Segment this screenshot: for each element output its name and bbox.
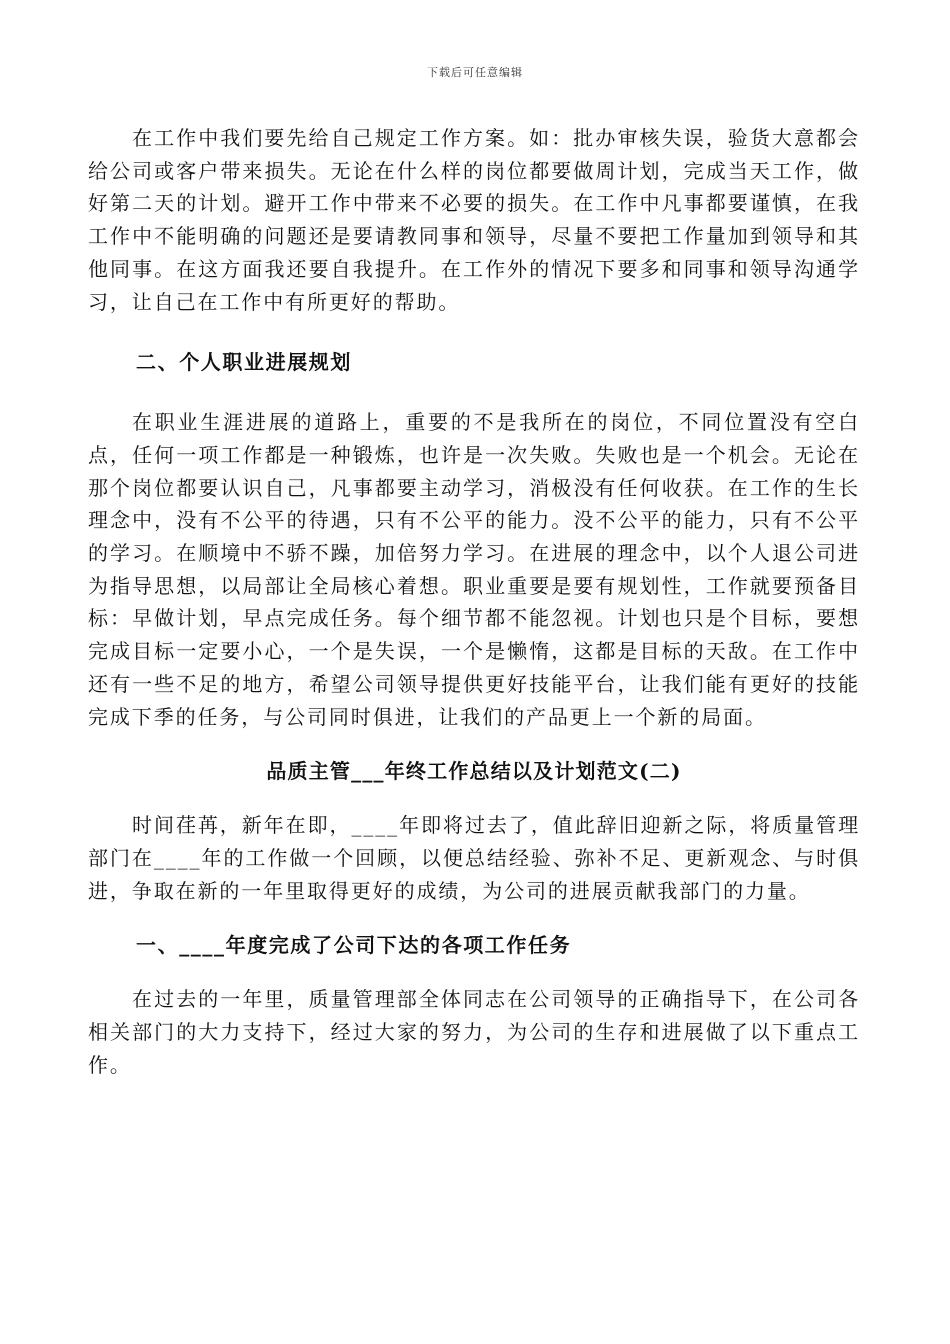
document-title: 品质主管___年终工作总结以及计划范文(二) [266,759,682,784]
paragraph-career-development: 在职业生涯进展的道路上，重要的不是我所在的岗位，不同位置没有空白点，任何一项工作都是一种锻炼，也许是一次失败。失败也是一个机会。无论在那个岗位都要认识自己，凡事都要主动学习，消极没有任何收获。在工作的生长理念中，没有不公平的待遇，只有不公平的能力。没不公平的能力，只有不公平的学习。在顺境中不骄不躁，加倍努力学习。在进展的理念中，以个人退公司进为指导思想，以局部让全局核心着想。职业重要是要有规划性，工作就要预备目标：早做计划，早点完成任务。每个细节都不能忽视。计划也只是个目标，要想完成目标一定要小心，一个是失误，一个是懒惰，这都是目标的天敌。在工作中还有一些不足的地方，希望公司领导提供更好技能平台，让我们能有更好的技能完成下季的任务，与公司同时俱进，让我们的产品更上一个新的局面。 [88,410,860,729]
paragraph-work-plan: 在工作中我们要先给自己规定工作方案。如：批办审核失误，验货大意都会给公司或客户带来损失。无论在什么样的岗位都要做周计划，完成当天工作，做好第二天的计划。避开工作中带来不必要的损失。在工作中凡事都要谨慎，在我工作中不能明确的问题还是要请教同事和领导，尽量不要把工作量加到领导和其他同事。在这方面我还要自我提升。在工作外的情况下要多和同事和领导沟通学习，让自己在工作中有所更好的帮助。 [88,126,860,314]
paragraph-year-review: 时间荏苒，新年在即，____年即将过去了，值此辞旧迎新之际，将质量管理部门在____年的工作做一个回顾，以便总结经验、弥补不足、更新观念、与时俱进，争取在新的一年里取得更好的成绩，为公司的进展贡献我部门的力量。 [88,813,860,903]
section-heading-career-plan: 二、个人职业进展规划 [136,350,352,375]
header-note: 下载后可任意编辑 [427,66,523,79]
paragraph-key-work: 在过去的一年里，质量管理部全体同志在公司领导的正确指导下，在公司各相关部门的大力支持下，经过大家的努力，为公司的生存和进展做了以下重点工作。 [88,987,860,1077]
section-heading-annual-tasks: 一、____年度完成了公司下达的各项工作任务 [136,933,572,958]
document-body [88,122,860,1081]
